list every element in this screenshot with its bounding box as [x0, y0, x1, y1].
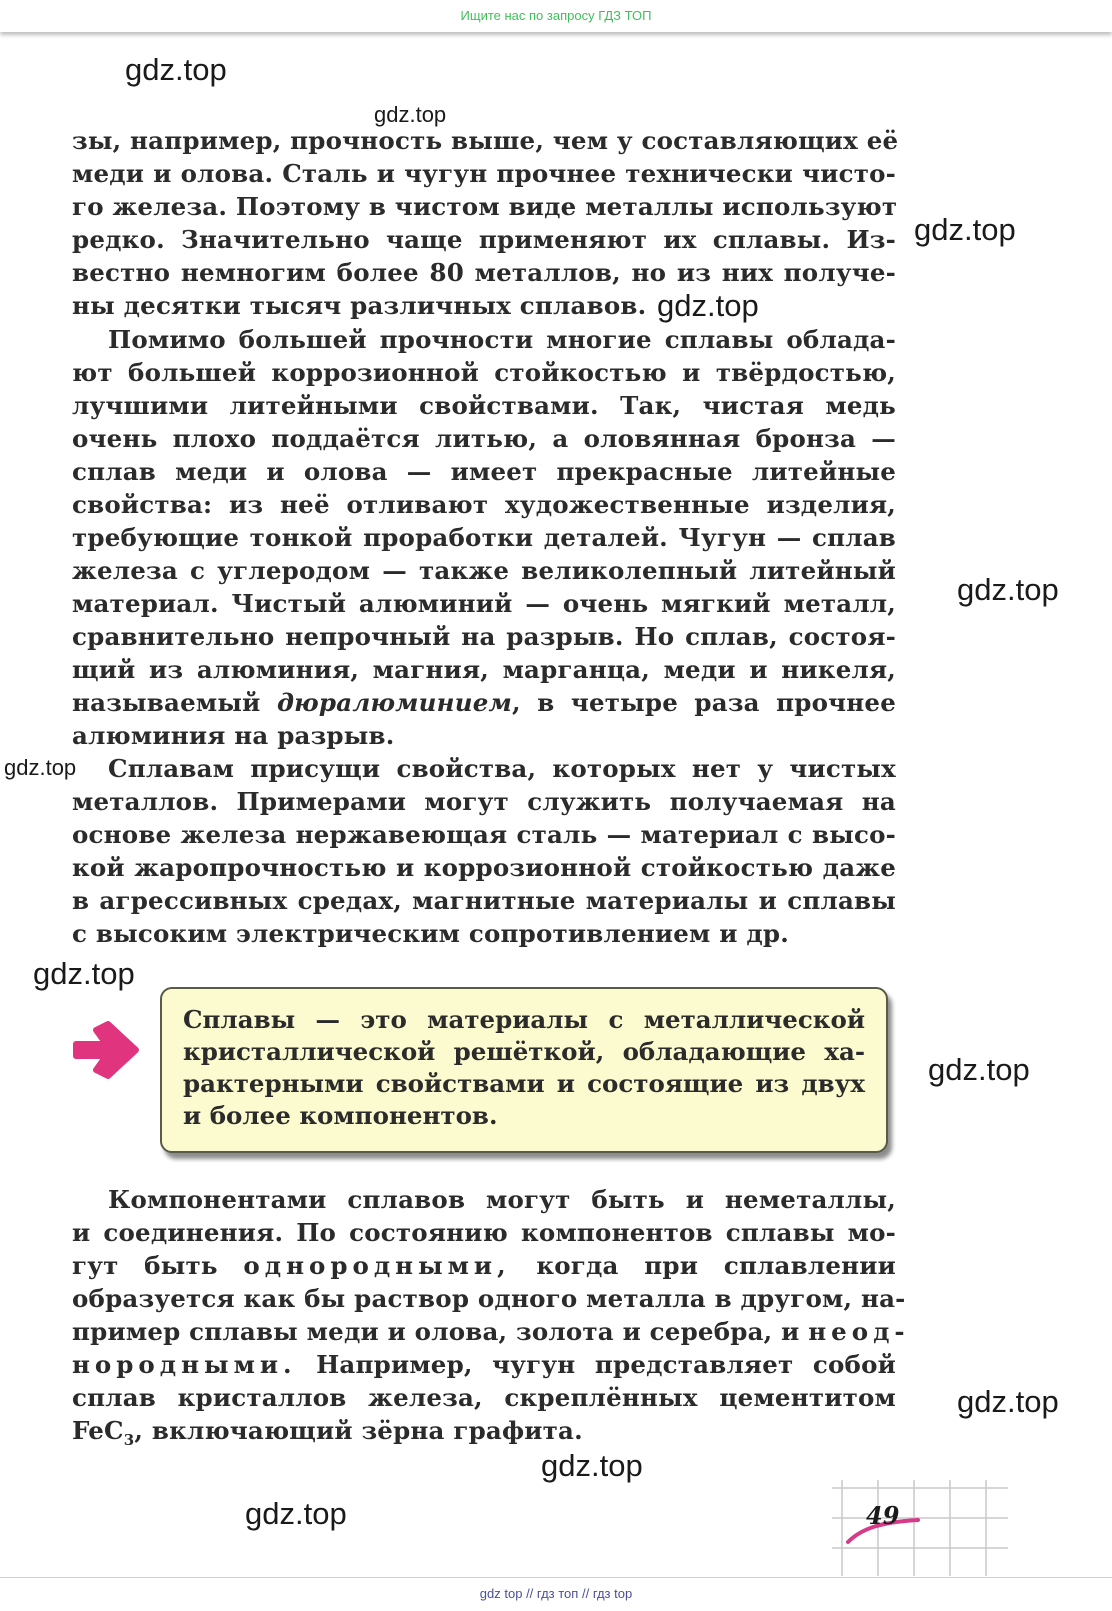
watermark: gdz.top	[541, 1448, 643, 1483]
watermark: gdz.top	[245, 1496, 347, 1531]
watermark: gdz.top	[957, 1384, 1059, 1419]
text-line: алюминия на разрыв.	[72, 721, 395, 750]
grid-decoration	[832, 1480, 1008, 1576]
text-line: основе железа нержавеющая сталь — материал с высо-	[72, 820, 896, 849]
watermark: gdz.top	[33, 956, 135, 991]
definition-line	[183, 1004, 865, 1036]
watermark: gdz.top	[914, 212, 1016, 247]
text-line: сравнительно непрочный на разрыв. Но сплав, состоя-	[72, 622, 896, 651]
text-line: очень плохо поддаётся литью, а оловянная бронза —	[72, 424, 896, 453]
watermark: gdz.top	[374, 102, 447, 127]
watermark: gdz.top	[957, 572, 1059, 607]
top-banner	[0, 0, 1112, 32]
spaced-term: однородными,	[243, 1251, 511, 1280]
text-line: с высоким электрическим сопротивлением и др.	[72, 919, 789, 948]
definition-term: Сплавы	[183, 1005, 296, 1034]
text-line: Помимо большей прочности многие сплавы облада-	[108, 325, 896, 354]
text-line: ют большей коррозионной стойкостью и твёрдостью,	[72, 358, 896, 387]
text-line: сплав кристаллов железа, скреплённых цементитом	[72, 1383, 896, 1412]
text-line: в агрессивных средах, магнитные материалы и сплавы	[72, 886, 896, 915]
definition-line: рактерными свойствами и состоящие из двух	[183, 1069, 865, 1098]
text-line-spaced	[72, 1348, 896, 1381]
text-line: вестно немногим более 80 металлов, но из них получе-	[72, 258, 896, 287]
text-line: Сплавам присущи свойства, которых нет у чистых	[108, 754, 896, 783]
text-line: и соединения. По состоянию компонентов сплавы мо-	[72, 1218, 896, 1247]
text-segment: пример сплавы меди и олова, золота и серебра, и	[72, 1317, 800, 1346]
text-line: лучшими литейными свойствами. Так, чистая медь	[72, 391, 896, 420]
text-segment: когда при сплавлении	[536, 1251, 896, 1280]
definition-text: — это материалы с металлической	[295, 1005, 865, 1034]
text-line-with-term	[72, 686, 896, 719]
formula-line	[72, 1414, 896, 1447]
text-line: требующие тонкой проработки деталей. Чугун — сплав	[72, 523, 896, 552]
formula	[72, 1416, 135, 1449]
text-line: Компонентами сплавов могут быть и неметаллы,	[108, 1185, 896, 1214]
definition-line: и более компонентов.	[183, 1101, 498, 1130]
spaced-term: нородными.	[72, 1350, 297, 1379]
text-line: кой жаропрочностью и коррозионной стойкостью даже	[72, 853, 896, 882]
text-line: образуется как бы раствор одного металла в другом, на-	[72, 1284, 906, 1313]
text-line: зы, например, прочность выше, чем у составляющих её	[72, 126, 899, 155]
footer-separator: //	[581, 1586, 590, 1601]
footer-bar	[0, 1577, 1112, 1611]
text-line: щий из алюминия, магния, марганца, меди и никеля,	[72, 655, 896, 684]
text-line: го железа. Поэтому в чистом виде металлы используют	[72, 192, 898, 221]
formula-subscript: 3	[123, 1431, 135, 1449]
watermark: gdz.top	[125, 52, 227, 87]
text-segment: гут быть	[72, 1251, 218, 1280]
arrow-right-icon	[70, 1018, 144, 1082]
text-line: меди и олова. Сталь и чугун прочнее технически чисто-	[72, 159, 896, 188]
text-line: редко. Значительно чаще применяют их сплавы. Из-	[72, 225, 896, 254]
footer-separator: //	[526, 1586, 534, 1601]
term-suffix: , в четыре раза прочнее	[512, 688, 896, 717]
banner-text: Ищите нас по запросу ГДЗ ТОП	[460, 8, 652, 23]
text-line: сплав меди и олова — имеет прекрасные литейные	[72, 457, 896, 486]
text-line: металлов. Примерами могут служить получаемая на	[72, 787, 896, 816]
text-segment: , включающий зёрна графита.	[134, 1416, 583, 1445]
italic-term: дюралюминием	[276, 688, 513, 717]
watermark: gdz.top	[4, 755, 77, 780]
text-segment: Например, чугун представляет собой	[316, 1350, 897, 1379]
footer-link[interactable]: гдз top	[592, 1586, 633, 1601]
watermark: gdz.top	[657, 288, 759, 323]
spaced-term: неод-	[808, 1317, 910, 1346]
watermark: gdz.top	[928, 1052, 1030, 1087]
formula-main: FeC	[72, 1416, 124, 1445]
text-line: свойства: из неё отливают художественные изделия,	[72, 490, 896, 519]
term-prefix: называемый	[72, 688, 261, 717]
footer-link[interactable]: gdz top	[479, 1586, 523, 1601]
text-line: ны десятки тысяч различных сплавов.	[72, 291, 647, 320]
page-number: 49	[866, 1501, 900, 1530]
text-line-spaced	[72, 1249, 896, 1282]
definition-line: кристаллической решёткой, обладающие ха-	[183, 1037, 865, 1066]
footer-link[interactable]: гдз топ	[536, 1586, 579, 1601]
text-line-spaced	[72, 1315, 910, 1348]
text-line: материал. Чистый алюминий — очень мягкий металл,	[72, 589, 896, 618]
text-line: железа с углеродом — также великолепный литейный	[72, 556, 896, 585]
